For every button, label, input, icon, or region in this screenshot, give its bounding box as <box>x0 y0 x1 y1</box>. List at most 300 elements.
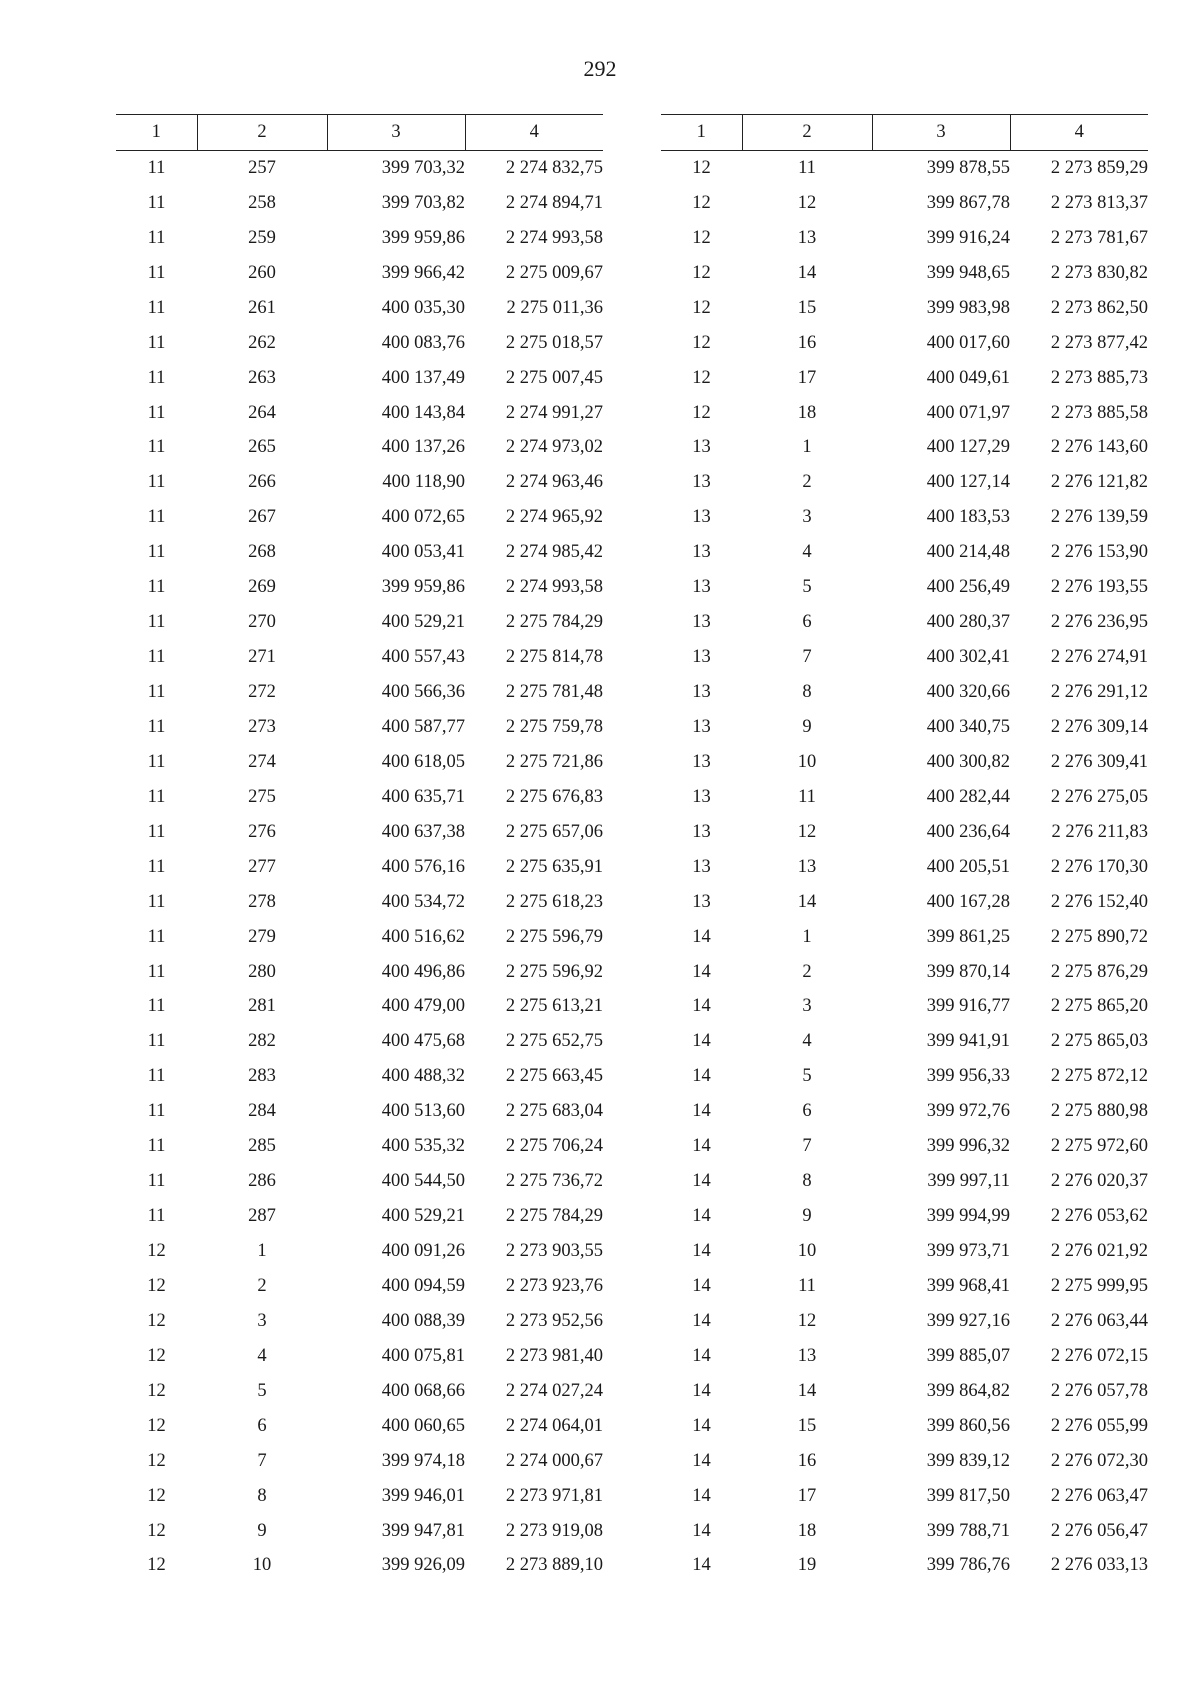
table-cell-col-1: 14 <box>692 1275 711 1296</box>
table-cell-col-2: 5 <box>802 577 812 598</box>
table-cell-col-4: 2 276 020,37 <box>1050 1171 1148 1192</box>
table-row <box>116 1339 603 1374</box>
table-row <box>116 955 603 990</box>
table-row <box>116 465 603 500</box>
table-cell-col-3: 400 049,61 <box>926 367 1010 388</box>
table-cell-col-2: 261 <box>248 297 276 318</box>
table-cell-col-1: 11 <box>147 647 166 668</box>
table-row <box>116 1444 603 1479</box>
table-cell-col-1: 14 <box>692 1345 711 1366</box>
table-cell-col-4: 2 275 007,45 <box>505 367 603 388</box>
table-cell-col-4: 2 275 865,03 <box>1050 1031 1148 1052</box>
table-cell-col-4: 2 273 877,42 <box>1050 332 1148 353</box>
table-cell-col-4: 2 276 121,82 <box>1050 472 1148 493</box>
table-cell-col-4: 2 275 618,23 <box>505 891 603 912</box>
table-row <box>661 1059 1148 1094</box>
table-cell-col-4: 2 276 152,40 <box>1050 891 1148 912</box>
table-cell-col-3: 400 236,64 <box>926 821 1010 842</box>
table-cell-col-3: 399 703,32 <box>381 157 465 178</box>
table-cell-col-2: 8 <box>257 1485 267 1506</box>
table-cell-col-3: 400 137,49 <box>381 367 465 388</box>
table-cell-col-1: 11 <box>147 297 166 318</box>
table-row <box>661 465 1148 500</box>
table-cell-col-2: 260 <box>248 262 276 283</box>
table-cell-col-4: 2 275 759,78 <box>505 716 603 737</box>
table-cell-col-1: 11 <box>147 157 166 178</box>
table-cell-col-1: 13 <box>692 542 711 563</box>
table-cell-col-1: 14 <box>692 1066 711 1087</box>
table-cell-col-2: 267 <box>248 507 276 528</box>
table-cell-col-1: 11 <box>147 1031 166 1052</box>
table-cell-col-2: 9 <box>257 1520 267 1541</box>
table-cell-col-1: 14 <box>692 1031 711 1052</box>
table-cell-col-4: 2 275 652,75 <box>505 1031 603 1052</box>
table-cell-col-2: 1 <box>802 926 812 947</box>
table-cell-col-2: 7 <box>257 1450 267 1471</box>
table-cell-col-3: 400 587,77 <box>381 716 465 737</box>
table-row <box>661 605 1148 640</box>
table-cell-col-4: 2 274 973,02 <box>505 437 603 458</box>
table-row <box>116 291 603 326</box>
table-cell-col-2: 13 <box>797 227 817 248</box>
table-cell-col-1: 12 <box>147 1310 166 1331</box>
table-cell-col-1: 14 <box>692 1380 711 1401</box>
table-cell-col-2: 12 <box>797 1310 817 1331</box>
table-cell-col-2: 6 <box>802 612 812 633</box>
table-cell-col-1: 12 <box>692 192 711 213</box>
table-cell-col-3: 400 544,50 <box>381 1171 465 1192</box>
table-cell-col-4: 2 275 781,48 <box>505 682 603 703</box>
table-cell-col-2: 1 <box>802 437 812 458</box>
table-row <box>661 675 1148 710</box>
table-cell-col-3: 400 143,84 <box>381 402 465 423</box>
table-row <box>116 675 603 710</box>
table-row <box>116 745 603 780</box>
table-cell-col-1: 11 <box>147 262 166 283</box>
table-cell-col-3: 399 973,71 <box>926 1241 1010 1262</box>
table-cell-col-4: 2 275 676,83 <box>505 786 603 807</box>
table-cell-col-2: 2 <box>257 1275 267 1296</box>
table-cell-col-4: 2 273 781,67 <box>1050 227 1148 248</box>
table-cell-col-4: 2 275 596,79 <box>505 926 603 947</box>
table-row <box>116 396 603 431</box>
table-cell-col-2: 16 <box>797 1450 817 1471</box>
table-cell-col-4: 2 274 963,46 <box>505 472 603 493</box>
table-cell-col-1: 11 <box>147 961 166 982</box>
table-row <box>661 1479 1148 1514</box>
table-cell-col-2: 5 <box>802 1066 812 1087</box>
table-cell-col-1: 13 <box>692 821 711 842</box>
table-cell-col-4: 2 273 889,10 <box>505 1555 603 1576</box>
table-cell-col-2: 277 <box>248 856 276 877</box>
table-row <box>661 186 1148 221</box>
table-cell-col-4: 2 275 814,78 <box>505 647 603 668</box>
table-cell-col-2: 263 <box>248 367 276 388</box>
table-cell-col-1: 12 <box>147 1415 166 1436</box>
table-cell-col-2: 14 <box>797 891 817 912</box>
table-cell-col-2: 283 <box>248 1066 276 1087</box>
column-header-2: 2 <box>742 115 872 151</box>
table-cell-col-3: 399 703,82 <box>381 192 465 213</box>
table-cell-col-3: 400 637,38 <box>381 821 465 842</box>
table-cell-col-2: 287 <box>248 1206 276 1227</box>
table-cell-col-2: 7 <box>802 647 812 668</box>
table-cell-col-4: 2 275 876,29 <box>1050 961 1148 982</box>
table-cell-col-2: 12 <box>797 192 817 213</box>
header-row <box>116 115 603 151</box>
table-cell-col-3: 400 302,41 <box>926 647 1010 668</box>
table-cell-col-1: 11 <box>147 472 166 493</box>
table-cell-col-4: 2 276 291,12 <box>1050 682 1148 703</box>
table-cell-col-1: 14 <box>692 1555 711 1576</box>
header-row <box>661 115 1148 151</box>
table-cell-col-3: 400 576,16 <box>381 856 465 877</box>
table-cell-col-3: 399 983,98 <box>926 297 1010 318</box>
table-cell-col-3: 400 535,32 <box>381 1136 465 1157</box>
column-header-2: 2 <box>197 115 327 151</box>
table-cell-col-4: 2 274 985,42 <box>505 542 603 563</box>
table-cell-col-2: 15 <box>797 1415 817 1436</box>
table-cell-col-2: 3 <box>257 1310 267 1331</box>
table-cell-col-1: 13 <box>692 577 711 598</box>
table-cell-col-1: 12 <box>692 402 711 423</box>
table-cell-col-1: 11 <box>147 507 166 528</box>
table-cell-col-4: 2 276 057,78 <box>1050 1380 1148 1401</box>
table-cell-col-3: 400 127,29 <box>926 437 1010 458</box>
table-cell-col-3: 400 035,30 <box>381 297 465 318</box>
table-cell-col-1: 11 <box>147 612 166 633</box>
table-cell-col-2: 265 <box>248 437 276 458</box>
table-cell-col-4: 2 276 170,30 <box>1050 856 1148 877</box>
table-cell-col-3: 400 053,41 <box>381 542 465 563</box>
table-cell-col-1: 12 <box>147 1345 166 1366</box>
table-row <box>661 780 1148 815</box>
table-cell-col-1: 11 <box>147 402 166 423</box>
table-cell-col-3: 400 513,60 <box>381 1101 465 1122</box>
table-cell-col-3: 399 926,09 <box>381 1555 465 1576</box>
table-row <box>661 955 1148 990</box>
table-row <box>116 1094 603 1129</box>
table-row <box>116 815 603 850</box>
table-cell-col-1: 14 <box>692 1450 711 1471</box>
table-cell-col-2: 11 <box>798 1275 816 1296</box>
table-cell-col-4: 2 275 663,45 <box>505 1066 603 1087</box>
table-cell-col-1: 11 <box>147 716 166 737</box>
table-cell-col-2: 17 <box>797 367 817 388</box>
table-row <box>116 500 603 535</box>
table-cell-col-3: 399 916,24 <box>926 227 1010 248</box>
table-row <box>661 885 1148 920</box>
table-row <box>661 396 1148 431</box>
table-row <box>661 326 1148 361</box>
table-cell-col-2: 14 <box>797 1380 817 1401</box>
table-row <box>661 640 1148 675</box>
table-cell-col-3: 400 017,60 <box>926 332 1010 353</box>
table-cell-col-2: 10 <box>252 1555 272 1576</box>
table-row <box>661 850 1148 885</box>
table-cell-col-2: 258 <box>248 192 276 213</box>
table-cell-col-3: 399 972,76 <box>926 1101 1010 1122</box>
table-cell-col-2: 18 <box>797 1520 817 1541</box>
table-cell-col-2: 18 <box>797 402 817 423</box>
table-cell-col-4: 2 276 193,55 <box>1050 577 1148 598</box>
table-cell-col-1: 12 <box>147 1380 166 1401</box>
table-cell-col-4: 2 275 865,20 <box>1050 996 1148 1017</box>
table-cell-col-2: 278 <box>248 891 276 912</box>
column-header-1: 1 <box>661 115 742 151</box>
table-cell-col-3: 400 529,21 <box>381 612 465 633</box>
table-cell-col-4: 2 276 072,30 <box>1050 1450 1148 1471</box>
table-cell-col-3: 399 870,14 <box>926 961 1010 982</box>
table-row <box>116 221 603 256</box>
table-cell-col-1: 13 <box>692 612 711 633</box>
table-cell-col-1: 11 <box>147 1206 166 1227</box>
table-cell-col-4: 2 275 657,06 <box>505 821 603 842</box>
table-row <box>661 920 1148 955</box>
table-cell-col-3: 400 282,44 <box>926 786 1010 807</box>
table-cell-col-2: 15 <box>797 297 817 318</box>
table-cell-col-1: 14 <box>692 1171 711 1192</box>
table-row <box>661 570 1148 605</box>
table-row <box>661 535 1148 570</box>
table-row <box>661 1444 1148 1479</box>
table-cell-col-4: 2 275 999,95 <box>1050 1275 1148 1296</box>
table-cell-col-1: 12 <box>147 1555 166 1576</box>
table-row <box>116 1514 603 1549</box>
table-cell-col-3: 399 968,41 <box>926 1275 1010 1296</box>
table-cell-col-2: 11 <box>798 157 816 178</box>
table-cell-col-3: 399 786,76 <box>926 1555 1010 1576</box>
table-cell-col-4: 2 276 055,99 <box>1050 1415 1148 1436</box>
table-cell-col-3: 399 860,56 <box>926 1415 1010 1436</box>
table-row <box>116 151 603 186</box>
table-cell-col-1: 11 <box>147 821 166 842</box>
table-row <box>116 1374 603 1409</box>
table-cell-col-2: 279 <box>248 926 276 947</box>
table-cell-col-4: 2 273 903,55 <box>505 1241 603 1262</box>
table-cell-col-2: 269 <box>248 577 276 598</box>
table-cell-col-1: 14 <box>692 996 711 1017</box>
table-cell-col-4: 2 274 894,71 <box>505 192 603 213</box>
table-cell-col-2: 271 <box>248 647 276 668</box>
table-cell-col-4: 2 275 613,21 <box>505 996 603 1017</box>
table-row <box>661 291 1148 326</box>
table-row <box>661 500 1148 535</box>
column-header-3: 3 <box>327 115 465 151</box>
table-cell-col-1: 13 <box>692 891 711 912</box>
table-cell-col-2: 259 <box>248 227 276 248</box>
table-cell-col-4: 2 275 706,24 <box>505 1136 603 1157</box>
table-cell-col-4: 2 276 309,14 <box>1050 716 1148 737</box>
table-cell-col-3: 400 167,28 <box>926 891 1010 912</box>
table-cell-col-3: 400 214,48 <box>926 542 1010 563</box>
table-cell-col-2: 13 <box>797 1345 817 1366</box>
table-cell-col-3: 400 320,66 <box>926 682 1010 703</box>
table-row <box>116 1024 603 1059</box>
column-header-3: 3 <box>872 115 1010 151</box>
table-row <box>661 745 1148 780</box>
table-cell-col-1: 12 <box>147 1485 166 1506</box>
table-cell-col-2: 274 <box>248 751 276 772</box>
table-cell-col-4: 2 276 072,15 <box>1050 1345 1148 1366</box>
table-cell-col-1: 11 <box>147 996 166 1017</box>
table-cell-col-3: 399 861,25 <box>926 926 1010 947</box>
table-row <box>116 850 603 885</box>
table-cell-col-1: 11 <box>147 577 166 598</box>
table-cell-col-2: 264 <box>248 402 276 423</box>
table-cell-col-2: 3 <box>802 507 812 528</box>
table-cell-col-3: 400 529,21 <box>381 1206 465 1227</box>
table-cell-col-4: 2 275 635,91 <box>505 856 603 877</box>
table-cell-col-3: 400 557,43 <box>381 647 465 668</box>
table-cell-col-4: 2 275 890,72 <box>1050 926 1148 947</box>
table-cell-col-1: 14 <box>692 1520 711 1541</box>
table-cell-col-1: 12 <box>692 157 711 178</box>
table-cell-col-3: 400 340,75 <box>926 716 1010 737</box>
table-cell-col-2: 6 <box>257 1415 267 1436</box>
table-cell-col-2: 16 <box>797 332 817 353</box>
table-cell-col-1: 13 <box>692 716 711 737</box>
table-row <box>661 990 1148 1025</box>
table-cell-col-1: 11 <box>147 1066 166 1087</box>
coordinates-table-left <box>116 114 603 1583</box>
table-cell-col-2: 11 <box>798 786 816 807</box>
table-row <box>116 710 603 745</box>
table-cell-col-1: 14 <box>692 1485 711 1506</box>
table-cell-col-2: 272 <box>248 682 276 703</box>
table-cell-col-4: 2 273 885,73 <box>1050 367 1148 388</box>
table-cell-col-1: 14 <box>692 926 711 947</box>
table-cell-col-3: 399 878,55 <box>926 157 1010 178</box>
table-cell-col-3: 400 479,00 <box>381 996 465 1017</box>
table-row <box>116 431 603 466</box>
table-cell-col-1: 12 <box>692 332 711 353</box>
table-cell-col-4: 2 275 736,72 <box>505 1171 603 1192</box>
table-cell-col-4: 2 276 056,47 <box>1050 1520 1148 1541</box>
table-cell-col-2: 276 <box>248 821 276 842</box>
table-cell-col-3: 399 959,86 <box>381 577 465 598</box>
column-header-1: 1 <box>116 115 197 151</box>
table-cell-col-1: 13 <box>692 856 711 877</box>
table-cell-col-4: 2 274 832,75 <box>505 157 603 178</box>
table-cell-col-2: 17 <box>797 1485 817 1506</box>
table-cell-col-1: 13 <box>692 786 711 807</box>
table-cell-col-4: 2 276 063,44 <box>1050 1310 1148 1331</box>
table-cell-col-1: 12 <box>147 1241 166 1262</box>
table-cell-col-3: 400 496,86 <box>381 961 465 982</box>
table-cell-col-1: 11 <box>147 437 166 458</box>
table-cell-col-1: 12 <box>692 262 711 283</box>
table-cell-col-1: 11 <box>147 1136 166 1157</box>
table-cell-col-1: 12 <box>692 297 711 318</box>
table-row <box>661 1269 1148 1304</box>
table-cell-col-1: 11 <box>147 786 166 807</box>
table-cell-col-3: 399 996,32 <box>926 1136 1010 1157</box>
table-cell-col-3: 400 137,26 <box>381 437 465 458</box>
table-cell-col-3: 400 060,65 <box>381 1415 465 1436</box>
table-cell-col-1: 14 <box>692 1415 711 1436</box>
table-cell-col-3: 399 885,07 <box>926 1345 1010 1366</box>
table-cell-col-2: 275 <box>248 786 276 807</box>
table-cell-col-1: 11 <box>147 1101 166 1122</box>
table-cell-col-4: 2 276 021,92 <box>1050 1241 1148 1262</box>
table-cell-col-4: 2 275 784,29 <box>505 1206 603 1227</box>
table-cell-col-2: 19 <box>797 1555 817 1576</box>
table-cell-col-3: 399 941,91 <box>926 1031 1010 1052</box>
table-cell-col-3: 399 788,71 <box>926 1520 1010 1541</box>
table-cell-col-1: 13 <box>692 472 711 493</box>
table-cell-col-1: 13 <box>692 682 711 703</box>
table-cell-col-4: 2 275 784,29 <box>505 612 603 633</box>
table-cell-col-3: 400 300,82 <box>926 751 1010 772</box>
table-row <box>116 1234 603 1269</box>
table-row <box>661 431 1148 466</box>
table-cell-col-3: 400 083,76 <box>381 332 465 353</box>
table-cell-col-4: 2 275 683,04 <box>505 1101 603 1122</box>
table-cell-col-2: 10 <box>797 1241 817 1262</box>
table-cell-col-3: 400 118,90 <box>382 472 465 493</box>
table-cell-col-3: 400 534,72 <box>381 891 465 912</box>
table-cell-col-4: 2 273 952,56 <box>505 1310 603 1331</box>
table-cell-col-1: 14 <box>692 1136 711 1157</box>
table-cell-col-4: 2 273 862,50 <box>1050 297 1148 318</box>
table-cell-col-2: 9 <box>802 716 812 737</box>
table-cell-col-4: 2 274 993,58 <box>505 227 603 248</box>
table-cell-col-4: 2 273 885,58 <box>1050 402 1148 423</box>
table-cell-col-4: 2 273 971,81 <box>505 1485 603 1506</box>
table-cell-col-3: 399 864,82 <box>926 1380 1010 1401</box>
table-cell-col-4: 2 275 972,60 <box>1050 1136 1148 1157</box>
table-cell-col-2: 257 <box>248 157 276 178</box>
table-cell-col-4: 2 275 018,57 <box>505 332 603 353</box>
table-cell-col-1: 12 <box>147 1450 166 1471</box>
table-cell-col-2: 8 <box>802 1171 812 1192</box>
table-cell-col-4: 2 276 211,83 <box>1051 821 1148 842</box>
table-cell-col-1: 13 <box>692 647 711 668</box>
table-row <box>661 361 1148 396</box>
table-cell-col-4: 2 273 813,37 <box>1050 192 1148 213</box>
table-cell-col-4: 2 273 919,08 <box>505 1520 603 1541</box>
table-cell-col-4: 2 275 880,98 <box>1050 1101 1148 1122</box>
table-cell-col-1: 11 <box>147 332 166 353</box>
table-cell-col-4: 2 275 721,86 <box>505 751 603 772</box>
table-cell-col-4: 2 274 991,27 <box>505 402 603 423</box>
table-cell-col-3: 399 997,11 <box>927 1171 1010 1192</box>
table-cell-col-3: 400 618,05 <box>381 751 465 772</box>
table-row <box>116 361 603 396</box>
table-cell-col-2: 1 <box>257 1241 267 1262</box>
table-cell-col-1: 14 <box>692 961 711 982</box>
table-cell-col-2: 5 <box>257 1380 267 1401</box>
table-cell-col-3: 400 094,59 <box>381 1275 465 1296</box>
table-row <box>116 186 603 221</box>
table-cell-col-4: 2 276 063,47 <box>1050 1485 1148 1506</box>
table-row <box>661 1514 1148 1549</box>
table-cell-col-2: 268 <box>248 542 276 563</box>
table-cell-col-2: 4 <box>802 1031 812 1052</box>
table-cell-col-1: 11 <box>147 542 166 563</box>
table-cell-col-1: 11 <box>147 682 166 703</box>
table-cell-col-3: 400 088,39 <box>381 1310 465 1331</box>
table-row <box>116 780 603 815</box>
table-cell-col-3: 400 183,53 <box>926 507 1010 528</box>
table-cell-col-3: 400 488,32 <box>381 1066 465 1087</box>
table-cell-col-2: 13 <box>797 856 817 877</box>
table-cell-col-1: 13 <box>692 437 711 458</box>
table-cell-col-4: 2 273 923,76 <box>505 1275 603 1296</box>
table-cell-col-3: 399 948,65 <box>926 262 1010 283</box>
table-cell-col-2: 266 <box>248 472 276 493</box>
